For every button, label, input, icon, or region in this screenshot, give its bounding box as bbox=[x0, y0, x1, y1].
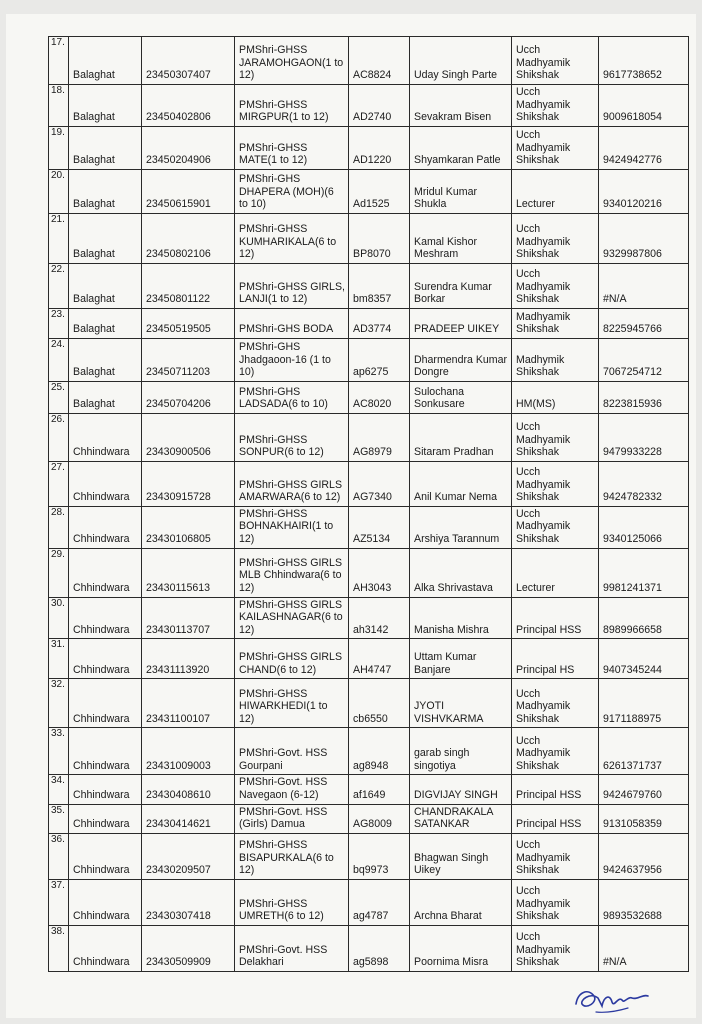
cell-code: 23431113920 bbox=[142, 639, 235, 679]
table-row bbox=[49, 126, 689, 169]
cell-id: AC8020 bbox=[349, 381, 410, 413]
cell-code: 23430307418 bbox=[142, 879, 235, 925]
cell-designation: Ucch Madhyamik Shikshak bbox=[512, 833, 599, 879]
cell-code: 23430115613 bbox=[142, 548, 235, 597]
cell-designation: Ucch Madhyamik Shikshak bbox=[512, 728, 599, 775]
table-row bbox=[49, 37, 689, 85]
cell-district: Balaghat bbox=[69, 169, 142, 213]
cell-mobile: 9407345244 bbox=[599, 639, 689, 679]
cell-mobile: 9893532688 bbox=[599, 879, 689, 925]
cell-designation: Madhymik Shikshak bbox=[512, 338, 599, 381]
cell-district: Chhindwara bbox=[69, 879, 142, 925]
cell-designation: Lecturer bbox=[512, 169, 599, 213]
cell-name: Archna Bharat bbox=[410, 879, 512, 925]
cell-mobile: #N/A bbox=[599, 263, 689, 308]
cell-sno: 17. bbox=[49, 37, 69, 85]
cell-mobile: 9479933228 bbox=[599, 413, 689, 461]
cell-code: 23450711203 bbox=[142, 338, 235, 381]
cell-sno: 25. bbox=[49, 381, 69, 413]
cell-designation: Principal HSS bbox=[512, 804, 599, 833]
cell-school: PMShri-GHSS HIWARKHEDI(1 to 12) bbox=[235, 679, 349, 728]
cell-sno: 20. bbox=[49, 169, 69, 213]
table-row bbox=[49, 679, 689, 728]
cell-designation: Ucch Madhyamik Shikshak bbox=[512, 85, 599, 127]
cell-sno: 32. bbox=[49, 679, 69, 728]
cell-id: AD2740 bbox=[349, 85, 410, 127]
cell-sno: 31. bbox=[49, 639, 69, 679]
cell-designation: Principal HS bbox=[512, 639, 599, 679]
cell-sno: 34. bbox=[49, 775, 69, 804]
cell-sno: 36. bbox=[49, 833, 69, 879]
cell-mobile: 6261371737 bbox=[599, 728, 689, 775]
cell-name: Uttam Kumar Banjare bbox=[410, 639, 512, 679]
cell-name: JYOTI VISHVKARMA bbox=[410, 679, 512, 728]
cell-district: Balaghat bbox=[69, 37, 142, 85]
cell-school: PMShri-Govt. HSS Delakhari bbox=[235, 925, 349, 971]
cell-sno: 26. bbox=[49, 413, 69, 461]
cell-school: PMShri-Govt. HSS (Girls) Damua bbox=[235, 804, 349, 833]
cell-school: PMShri-GHSS SONPUR(6 to 12) bbox=[235, 413, 349, 461]
cell-code: 23450519505 bbox=[142, 308, 235, 338]
cell-id: AH4747 bbox=[349, 639, 410, 679]
cell-code: 23450801122 bbox=[142, 263, 235, 308]
table-row bbox=[49, 775, 689, 804]
cell-name: Sulochana Sonkusare bbox=[410, 381, 512, 413]
cell-school: PMShri-GHSS MIRGPUR(1 to 12) bbox=[235, 85, 349, 127]
cell-school: PMShri-GHS Jhadgaoon-16 (1 to 10) bbox=[235, 338, 349, 381]
cell-designation: Madhyamik Shikshak bbox=[512, 308, 599, 338]
cell-district: Chhindwara bbox=[69, 597, 142, 639]
cell-code: 23450615901 bbox=[142, 169, 235, 213]
cell-id: BP8070 bbox=[349, 213, 410, 263]
cell-name: Dharmendra Kumar Dongre bbox=[410, 338, 512, 381]
cell-school: PMShri-GHS BODA bbox=[235, 308, 349, 338]
cell-designation: HM(MS) bbox=[512, 381, 599, 413]
cell-name: PRADEEP UIKEY bbox=[410, 308, 512, 338]
cell-school: PMShri-GHS LADSADA(6 to 10) bbox=[235, 381, 349, 413]
cell-mobile: 9424782332 bbox=[599, 461, 689, 506]
cell-designation: Ucch Madhyamik Shikshak bbox=[512, 263, 599, 308]
cell-district: Balaghat bbox=[69, 338, 142, 381]
cell-sno: 29. bbox=[49, 548, 69, 597]
cell-school: PMShri-GHSS JARAMOHGAON(1 to 12) bbox=[235, 37, 349, 85]
cell-district: Chhindwara bbox=[69, 728, 142, 775]
cell-name: Anil Kumar Nema bbox=[410, 461, 512, 506]
cell-name: Shyamkaran Patle bbox=[410, 126, 512, 169]
cell-sno: 37. bbox=[49, 879, 69, 925]
cell-district: Chhindwara bbox=[69, 413, 142, 461]
cell-name: Sitaram Pradhan bbox=[410, 413, 512, 461]
cell-name: Kamal Kishor Meshram bbox=[410, 213, 512, 263]
teacher-list-table bbox=[48, 36, 689, 972]
cell-id: AZ5134 bbox=[349, 506, 410, 548]
cell-mobile: 9131058359 bbox=[599, 804, 689, 833]
cell-designation: Ucch Madhyamik Shikshak bbox=[512, 413, 599, 461]
cell-mobile: 8225945766 bbox=[599, 308, 689, 338]
cell-mobile: 9424942776 bbox=[599, 126, 689, 169]
cell-code: 23430509909 bbox=[142, 925, 235, 971]
cell-school: PMShri-GHSS GIRLS CHAND(6 to 12) bbox=[235, 639, 349, 679]
cell-id: Ad1525 bbox=[349, 169, 410, 213]
cell-sno: 30. bbox=[49, 597, 69, 639]
cell-code: 23450204906 bbox=[142, 126, 235, 169]
table-row bbox=[49, 413, 689, 461]
cell-mobile: 8989966658 bbox=[599, 597, 689, 639]
cell-id: ag5898 bbox=[349, 925, 410, 971]
table-row bbox=[49, 804, 689, 833]
table-row bbox=[49, 728, 689, 775]
cell-sno: 22. bbox=[49, 263, 69, 308]
table-row bbox=[49, 506, 689, 548]
cell-designation: Principal HSS bbox=[512, 775, 599, 804]
cell-mobile: 9424679760 bbox=[599, 775, 689, 804]
cell-mobile: 9009618054 bbox=[599, 85, 689, 127]
cell-district: Chhindwara bbox=[69, 548, 142, 597]
cell-code: 23430915728 bbox=[142, 461, 235, 506]
cell-code: 23430113707 bbox=[142, 597, 235, 639]
cell-id: AG7340 bbox=[349, 461, 410, 506]
cell-id: cb6550 bbox=[349, 679, 410, 728]
cell-code: 23430900506 bbox=[142, 413, 235, 461]
cell-district: Chhindwara bbox=[69, 639, 142, 679]
cell-designation: Ucch Madhyamik Shikshak bbox=[512, 461, 599, 506]
cell-mobile: 9340120216 bbox=[599, 169, 689, 213]
cell-code: 23450402806 bbox=[142, 85, 235, 127]
cell-code: 23430106805 bbox=[142, 506, 235, 548]
cell-id: AC8824 bbox=[349, 37, 410, 85]
table-row bbox=[49, 639, 689, 679]
cell-school: PMShri-Govt. HSS Gourpani bbox=[235, 728, 349, 775]
table-row bbox=[49, 597, 689, 639]
cell-district: Balaghat bbox=[69, 381, 142, 413]
cell-name: Uday Singh Parte bbox=[410, 37, 512, 85]
cell-district: Chhindwara bbox=[69, 804, 142, 833]
cell-mobile: 9424637956 bbox=[599, 833, 689, 879]
cell-district: Chhindwara bbox=[69, 775, 142, 804]
cell-district: Balaghat bbox=[69, 263, 142, 308]
cell-code: 23450307407 bbox=[142, 37, 235, 85]
document-page bbox=[6, 14, 696, 1018]
cell-designation: Ucch Madhyamik Shikshak bbox=[512, 506, 599, 548]
table-row bbox=[49, 169, 689, 213]
cell-designation: Lecturer bbox=[512, 548, 599, 597]
table-row bbox=[49, 925, 689, 971]
cell-id: bq9973 bbox=[349, 833, 410, 879]
cell-designation: Ucch Madhyamik Shikshak bbox=[512, 879, 599, 925]
signature-icon bbox=[572, 982, 652, 1016]
cell-sno: 33. bbox=[49, 728, 69, 775]
table-row bbox=[49, 461, 689, 506]
cell-sno: 21. bbox=[49, 213, 69, 263]
cell-id: AD1220 bbox=[349, 126, 410, 169]
cell-school: PMShri-GHSS MATE(1 to 12) bbox=[235, 126, 349, 169]
cell-school: PMShri-Govt. HSS Navegaon (6-12) bbox=[235, 775, 349, 804]
cell-code: 23450802106 bbox=[142, 213, 235, 263]
cell-name: Alka Shrivastava bbox=[410, 548, 512, 597]
cell-id: AD3774 bbox=[349, 308, 410, 338]
cell-id: AG8009 bbox=[349, 804, 410, 833]
cell-id: ap6275 bbox=[349, 338, 410, 381]
cell-mobile: 9981241371 bbox=[599, 548, 689, 597]
cell-designation: Principal HSS bbox=[512, 597, 599, 639]
table-row bbox=[49, 338, 689, 381]
cell-district: Chhindwara bbox=[69, 925, 142, 971]
cell-code: 23431100107 bbox=[142, 679, 235, 728]
cell-name: CHANDRAKALA SATANKAR bbox=[410, 804, 512, 833]
cell-id: ag4787 bbox=[349, 879, 410, 925]
cell-name: Arshiya Tarannum bbox=[410, 506, 512, 548]
cell-code: 23430209507 bbox=[142, 833, 235, 879]
cell-id: AH3043 bbox=[349, 548, 410, 597]
cell-sno: 28. bbox=[49, 506, 69, 548]
cell-sno: 27. bbox=[49, 461, 69, 506]
cell-mobile: 9617738652 bbox=[599, 37, 689, 85]
cell-name: Manisha Mishra bbox=[410, 597, 512, 639]
cell-name: garab singh singotiya bbox=[410, 728, 512, 775]
cell-id: AG8979 bbox=[349, 413, 410, 461]
cell-sno: 24. bbox=[49, 338, 69, 381]
table-row bbox=[49, 263, 689, 308]
cell-designation: Ucch Madhyamik Shikshak bbox=[512, 126, 599, 169]
cell-id: bm8357 bbox=[349, 263, 410, 308]
cell-code: 23430408610 bbox=[142, 775, 235, 804]
cell-designation: Ucch Madhyamik Shikshak bbox=[512, 37, 599, 85]
cell-district: Chhindwara bbox=[69, 833, 142, 879]
cell-school: PMShri-GHSS GIRLS KAILASHNAGAR(6 to 12) bbox=[235, 597, 349, 639]
cell-district: Balaghat bbox=[69, 85, 142, 127]
cell-school: PMShri-GHSS GIRLS AMARWARA(6 to 12) bbox=[235, 461, 349, 506]
cell-school: PMShri-GHSS BOHNAKHAIRI(1 to 12) bbox=[235, 506, 349, 548]
cell-designation: Ucch Madhyamik Shikshak bbox=[512, 925, 599, 971]
cell-mobile: 9340125066 bbox=[599, 506, 689, 548]
cell-school: PMShri-GHSS KUMHARIKALA(6 to 12) bbox=[235, 213, 349, 263]
cell-district: Balaghat bbox=[69, 126, 142, 169]
cell-mobile: 8223815936 bbox=[599, 381, 689, 413]
table-row bbox=[49, 833, 689, 879]
table-row bbox=[49, 213, 689, 263]
cell-school: PMShri-GHSS UMRETH(6 to 12) bbox=[235, 879, 349, 925]
cell-mobile: #N/A bbox=[599, 925, 689, 971]
cell-name: DIGVIJAY SINGH bbox=[410, 775, 512, 804]
cell-id: ag8948 bbox=[349, 728, 410, 775]
cell-district: Chhindwara bbox=[69, 506, 142, 548]
table-row bbox=[49, 548, 689, 597]
cell-district: Chhindwara bbox=[69, 461, 142, 506]
cell-code: 23450704206 bbox=[142, 381, 235, 413]
cell-name: Surendra Kumar Borkar bbox=[410, 263, 512, 308]
cell-mobile: 7067254712 bbox=[599, 338, 689, 381]
table-row bbox=[49, 879, 689, 925]
cell-name: Sevakram Bisen bbox=[410, 85, 512, 127]
cell-district: Balaghat bbox=[69, 308, 142, 338]
cell-sno: 23. bbox=[49, 308, 69, 338]
cell-sno: 38. bbox=[49, 925, 69, 971]
cell-school: PMShri-GHSS GIRLS, LANJI(1 to 12) bbox=[235, 263, 349, 308]
cell-sno: 18. bbox=[49, 85, 69, 127]
table-row bbox=[49, 85, 689, 127]
cell-designation: Ucch Madhyamik Shikshak bbox=[512, 679, 599, 728]
cell-sno: 19. bbox=[49, 126, 69, 169]
cell-school: PMShri-GHSS BISAPURKALA(6 to 12) bbox=[235, 833, 349, 879]
cell-district: Chhindwara bbox=[69, 679, 142, 728]
cell-district: Balaghat bbox=[69, 213, 142, 263]
cell-id: af1649 bbox=[349, 775, 410, 804]
table-row bbox=[49, 381, 689, 413]
cell-school: PMShri-GHS DHAPERA (MOH)(6 to 10) bbox=[235, 169, 349, 213]
cell-name: Bhagwan Singh Uikey bbox=[410, 833, 512, 879]
cell-code: 23430414621 bbox=[142, 804, 235, 833]
cell-code: 23431009003 bbox=[142, 728, 235, 775]
cell-mobile: 9171188975 bbox=[599, 679, 689, 728]
cell-name: Mridul Kumar Shukla bbox=[410, 169, 512, 213]
cell-name: Poornima Misra bbox=[410, 925, 512, 971]
table-row bbox=[49, 308, 689, 338]
cell-school: PMShri-GHSS GIRLS MLB Chhindwara(6 to 12) bbox=[235, 548, 349, 597]
cell-id: ah3142 bbox=[349, 597, 410, 639]
cell-designation: Ucch Madhyamik Shikshak bbox=[512, 213, 599, 263]
cell-mobile: 9329987806 bbox=[599, 213, 689, 263]
cell-sno: 35. bbox=[49, 804, 69, 833]
